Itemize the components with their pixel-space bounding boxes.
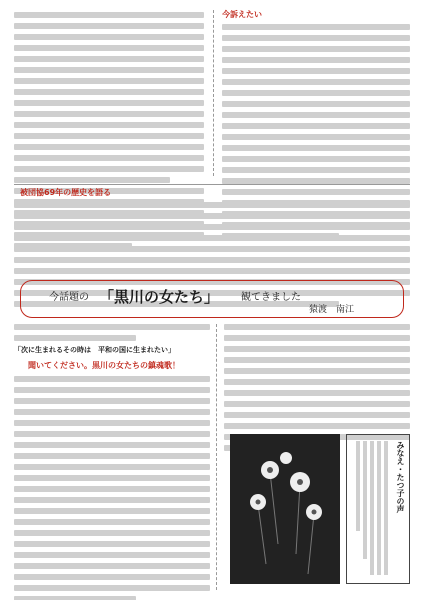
article-banner xyxy=(20,280,404,318)
top-right-heading: 今訴えたい xyxy=(222,10,262,19)
lower-divider xyxy=(216,324,217,590)
lower-right-body xyxy=(224,324,410,451)
top-right-column xyxy=(222,10,410,176)
voices-heading: みなえ・たつ子の声 xyxy=(396,441,405,513)
banner-tail: 観てきました xyxy=(241,292,301,303)
lower-right-column xyxy=(224,324,410,590)
top-divider xyxy=(213,10,214,176)
lower-left-quote: 「次に生まれるその時は 平和の国に生まれたい」 xyxy=(14,346,175,354)
history-section xyxy=(14,188,410,274)
banner-author: 猿渡 南江 xyxy=(309,305,355,315)
voices-box xyxy=(346,434,410,584)
history-heading: 被団協69年の歴史を語る xyxy=(20,188,112,197)
flower-photo-icon xyxy=(230,434,340,584)
lower-left-intro xyxy=(14,324,210,341)
flower-photo xyxy=(230,434,340,584)
top-section xyxy=(14,10,410,180)
banner-lead: 今話題の xyxy=(49,292,89,303)
banner-title: 「黒川の女たち」 xyxy=(99,288,220,306)
lower-left-column xyxy=(14,324,210,590)
lower-left-body xyxy=(14,376,210,600)
top-bottom-rule xyxy=(14,184,410,185)
lower-left-subheading: 聞いてください。黒川の女たちの鎮魂歌！ xyxy=(28,361,180,370)
top-left-column xyxy=(14,12,204,176)
voices-body xyxy=(352,441,392,579)
